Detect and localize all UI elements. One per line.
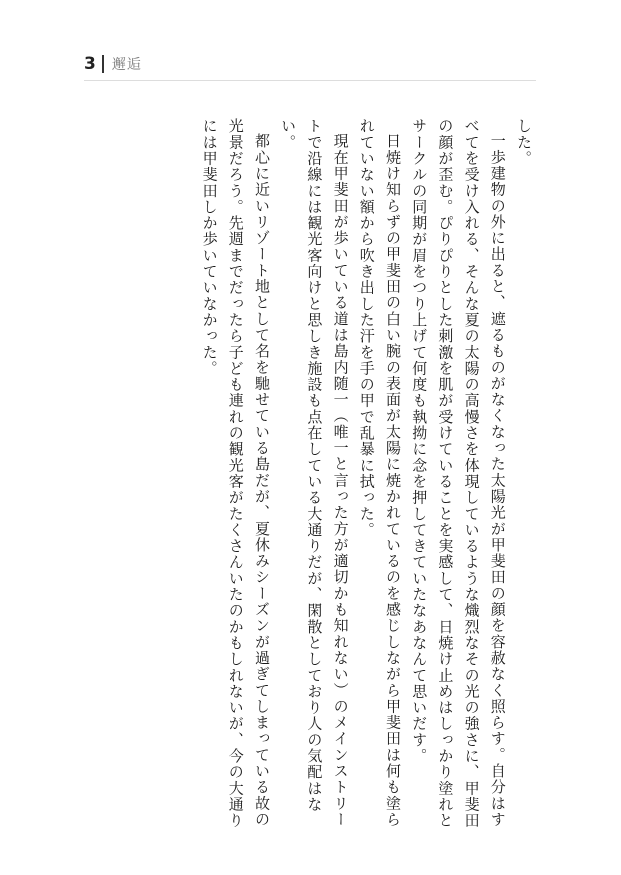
page-header xyxy=(84,52,142,76)
paragraph: 日焼け知らずの甲斐田の白い腕の表面が太陽に焼かれているのを感じしながら甲斐田は何も塗られていない額から吹き出した汗を手の甲で乱暴に拭った。 xyxy=(357,118,402,828)
header-divider xyxy=(102,55,104,73)
vertical-body-text xyxy=(85,118,537,838)
paragraph: 一歩建物の外に出ると、遮るものがなくなった太陽光が甲斐田の顔を容赦なく照らす。自分はすべてを受け入れる、そんな夏の太陽の高慢さを体現しているような熾烈なその光の強さに、甲斐田の顔が歪む。ぴりぴりとした刺激を肌が受けていることを実感して、日焼け止めはしっかり塗れとサークルの同期が眉をつり上げて何度も執拗に念を押してきていたなあなんて思いだす。 xyxy=(410,118,507,829)
paragraph: 現在甲斐田が歩いている道は島内随一（唯一と言った方が適切かも知れない）のメインストリートで沿線には観光客向けと思しき施設も点在している大通りだが、閑散としており人の気配はない。 xyxy=(279,118,350,828)
header-rule xyxy=(84,80,536,81)
paragraph: 都心に近いリゾート地として名を馳せている島だが、夏休みシーズンが過ぎてしまっている故の光景だろう。先週までだったら子ども連れの観光客がたくさんいたのかもしれないが、今の大通りには甲斐田しか歩いていなかった。 xyxy=(200,118,271,829)
paragraph: した。 xyxy=(515,118,533,167)
chapter-title: 邂逅 xyxy=(111,57,142,73)
page-number: 3 xyxy=(84,54,96,74)
